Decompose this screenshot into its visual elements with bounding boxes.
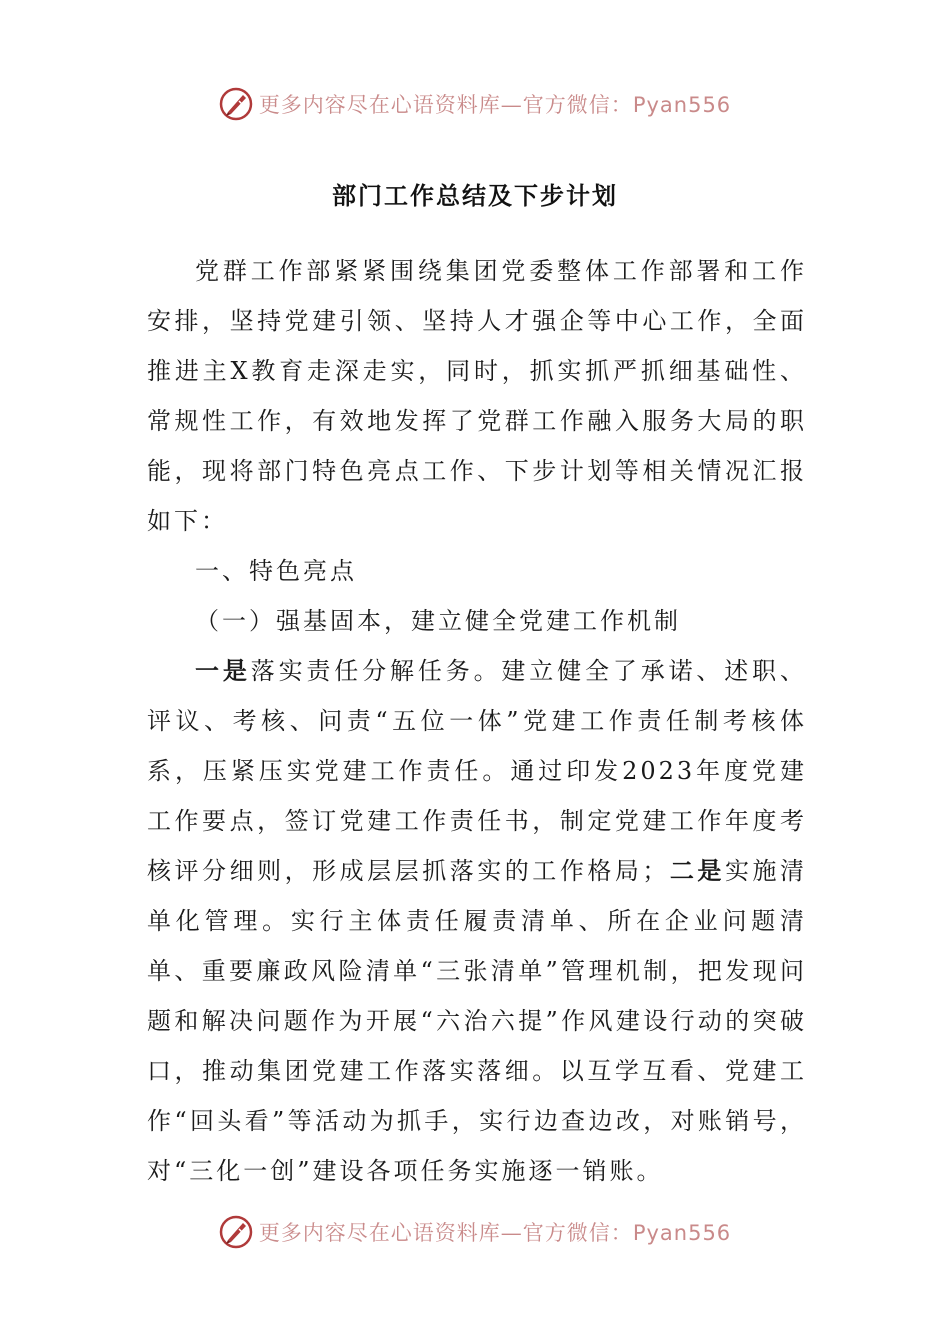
point2-text: 实施清单化管理。实行主体责任履责清单、所在企业问题清单、重要廉政风险清单“三张清单”管理机制，把发现问题和解决问题作为开展“六治六提”作风建设行动的突破口，推动集团党建工作落实落细。以互学互看、党建工作“回头看”等活动为抓手，实行边查边改，对账销号，对“三化一创”建设各项任务实施逐一销账。 — [147, 857, 808, 1185]
quill-logo-icon — [219, 87, 253, 121]
point2-label: 二是 — [669, 856, 725, 885]
point1-label: 一是 — [195, 656, 251, 685]
watermark-header — [0, 84, 950, 124]
points-paragraph — [147, 646, 807, 1196]
point1-text: 落实责任分解任务。建立健全了承诺、述职、评议、考核、问责“五位一体”党建工作责任制考核体系，压紧压实党建工作责任。通过印发2023年度党建工作要点，签订党建工作责任书，制定党建工作年度考核评分细则，形成层层抓落实的工作格局； — [147, 657, 808, 885]
watermark-text: 更多内容尽在心语资料库—官方微信：Pyan556 — [258, 1221, 732, 1245]
watermark-footer — [0, 1212, 950, 1252]
quill-logo-icon — [219, 1215, 253, 1249]
page-title: 部门工作总结及下步计划 — [332, 181, 618, 210]
watermark-text: 更多内容尽在心语资料库—官方微信：Pyan556 — [258, 93, 732, 117]
section-heading: 一、特色亮点 — [195, 557, 357, 585]
subsection-heading: （一）强基固本，建立健全党建工作机制 — [195, 607, 681, 635]
document-body — [147, 246, 807, 1196]
intro-paragraph: 党群工作部紧紧围绕集团党委整体工作部署和工作安排，坚持党建引领、坚持人才强企等中心工作，全面推进主X教育走深走实，同时，抓实抓严抓细基础性、常规性工作，有效地发挥了党群工作融入服务大局的职能，现将部门特色亮点工作、下步计划等相关情况汇报如下： — [147, 257, 807, 535]
